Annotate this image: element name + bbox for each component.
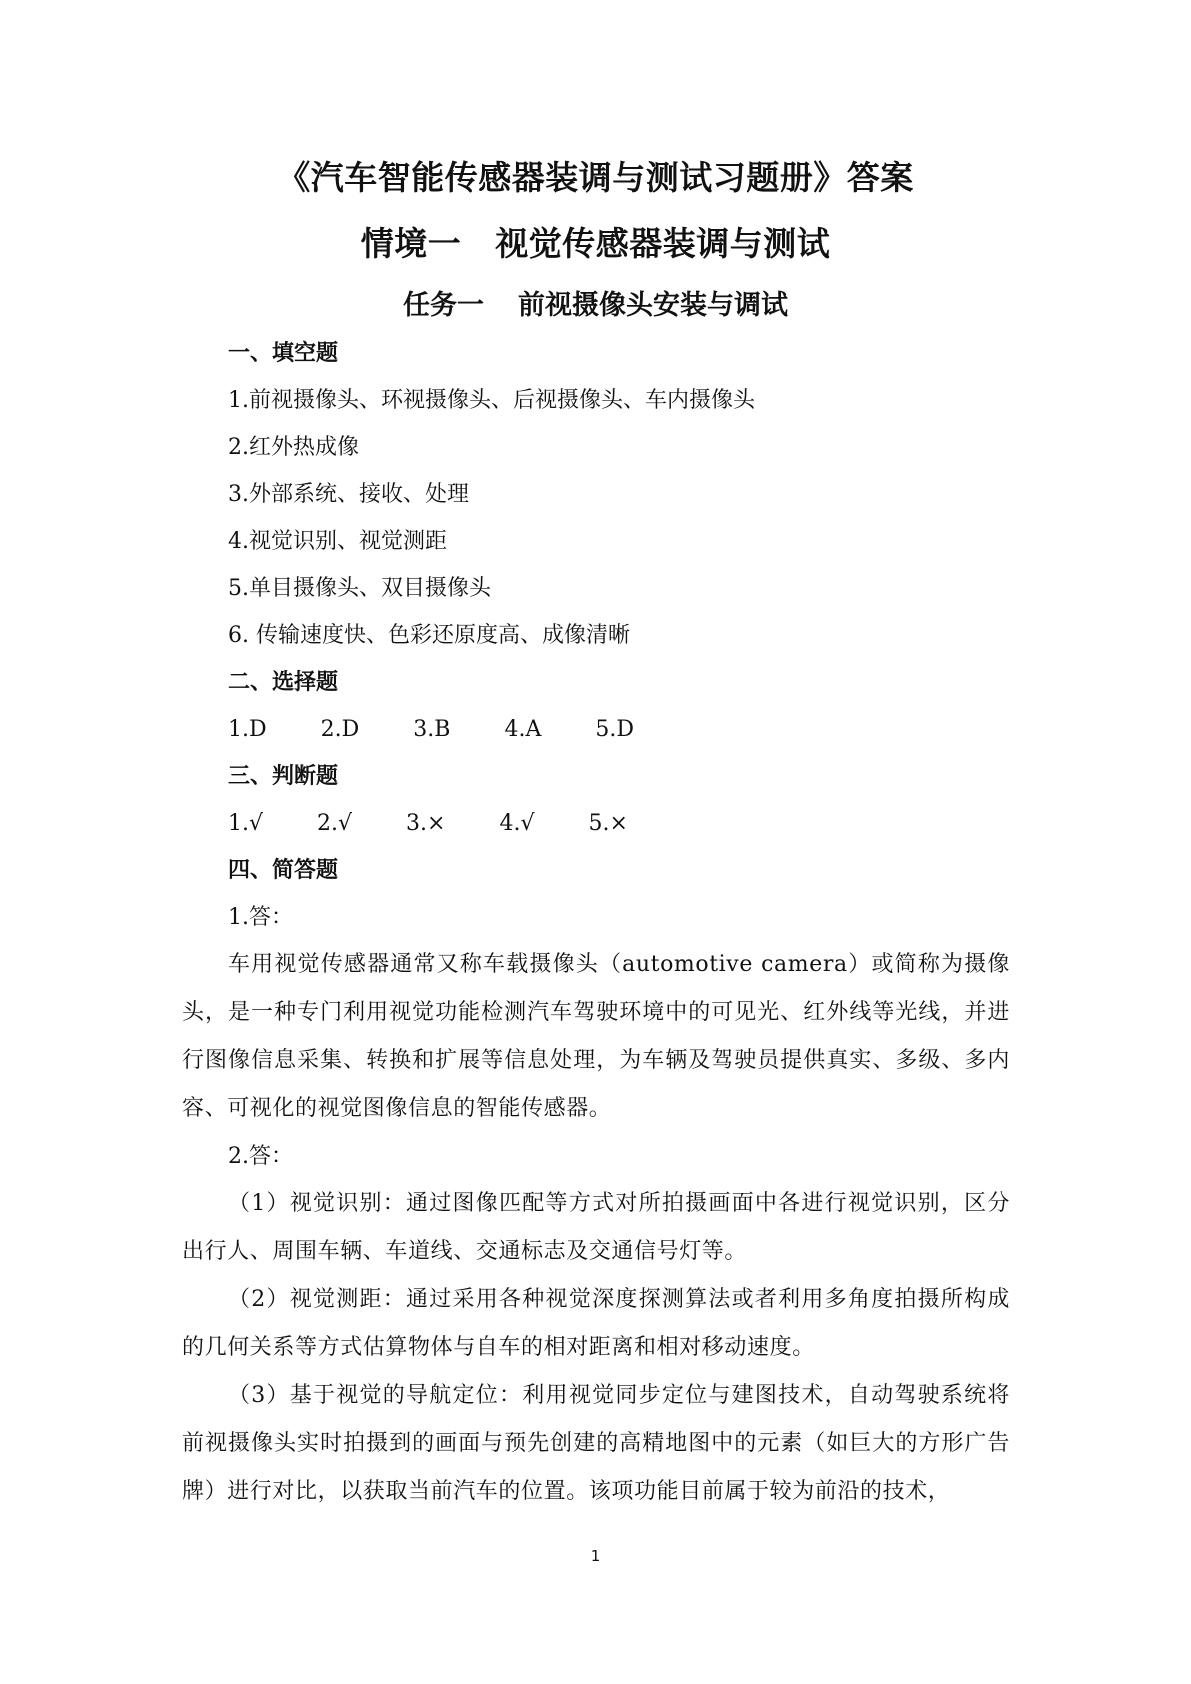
judge-answer: 3.× — [406, 811, 446, 836]
judge-answers — [228, 800, 1010, 847]
chapter-label: 情境一 — [360, 224, 462, 263]
fill-answer: 6. 传输速度快、色彩还原度高、成像清晰 — [228, 623, 630, 648]
fill-answer: 5.单目摄像头、双目摄像头 — [228, 576, 491, 601]
short-answer-paragraph: （2）视觉测距：通过采用各种视觉深度探测算法或者利用多角度拍摄所构成的几何关系等方式估算物体与自车的相对距离和相对移动速度。 — [182, 1287, 1010, 1360]
section-heading-judge: 三、判断题 — [228, 764, 339, 789]
choice-answer: 1.D — [228, 717, 267, 742]
fill-answer: 2.红外热成像 — [228, 435, 359, 460]
fill-answer: 3.外部系统、接收、处理 — [228, 482, 469, 507]
task-title: 前视摄像头安装与调试 — [518, 290, 788, 321]
judge-answer: 4.√ — [499, 811, 535, 836]
short-answer-label: 2.答： — [228, 1144, 293, 1169]
judge-answer: 5.× — [588, 811, 628, 836]
section-heading-fill: 一、填空题 — [228, 341, 339, 366]
section-heading-short: 四、简答题 — [228, 858, 339, 883]
task-heading — [0, 283, 1191, 322]
short-answer-paragraph: 车用视觉传感器通常又称车载摄像头（automotive camera）或简称为摄像头，是一种专门利用视觉功能检测汽车驾驶环境中的可见光、红外线等光线，并进行图像信息采集、转换和扩展等信息处理，为车辆及驾驶员提供真实、多级、多内容、可视化的视觉图像信息的智能传感器。 — [182, 952, 1010, 1121]
judge-answer: 1.√ — [228, 811, 264, 836]
short-answer-paragraph: （1）视觉识别：通过图像匹配等方式对所拍摄画面中各进行视觉识别，区分出行人、周围车辆、车道线、交通标志及交通信号灯等。 — [182, 1191, 1010, 1264]
choice-answer: 5.D — [595, 717, 634, 742]
choice-answer: 4.A — [504, 717, 542, 742]
fill-answer: 4.视觉识别、视觉测距 — [228, 529, 447, 554]
choice-answer: 3.B — [413, 717, 451, 742]
choice-answers — [228, 706, 1010, 753]
page-number: 1 — [590, 1547, 601, 1565]
chapter-title: 视觉传感器装调与测试 — [495, 224, 831, 263]
judge-answer: 2.√ — [317, 811, 353, 836]
short-answer-paragraph: （3）基于视觉的导航定位：利用视觉同步定位与建图技术，自动驾驶系统将前视摄像头实时拍摄到的画面与预先创建的高精地图中的元素（如巨大的方形广告牌）进行对比，以获取当前汽车的位置。该项功能目前属于较为前沿的技术， — [182, 1383, 1010, 1504]
short-answer-label: 1.答： — [228, 905, 293, 930]
fill-answer: 1.前视摄像头、环视摄像头、后视摄像头、车内摄像头 — [228, 388, 755, 413]
document-title: 《汽车智能传感器装调与测试习题册》答案 — [277, 158, 914, 197]
section-heading-choice: 二、选择题 — [228, 670, 339, 695]
answer-body — [182, 330, 1010, 1516]
chapter-heading — [0, 218, 1191, 265]
task-label: 任务一 — [403, 290, 484, 321]
choice-answer: 2.D — [320, 717, 360, 742]
